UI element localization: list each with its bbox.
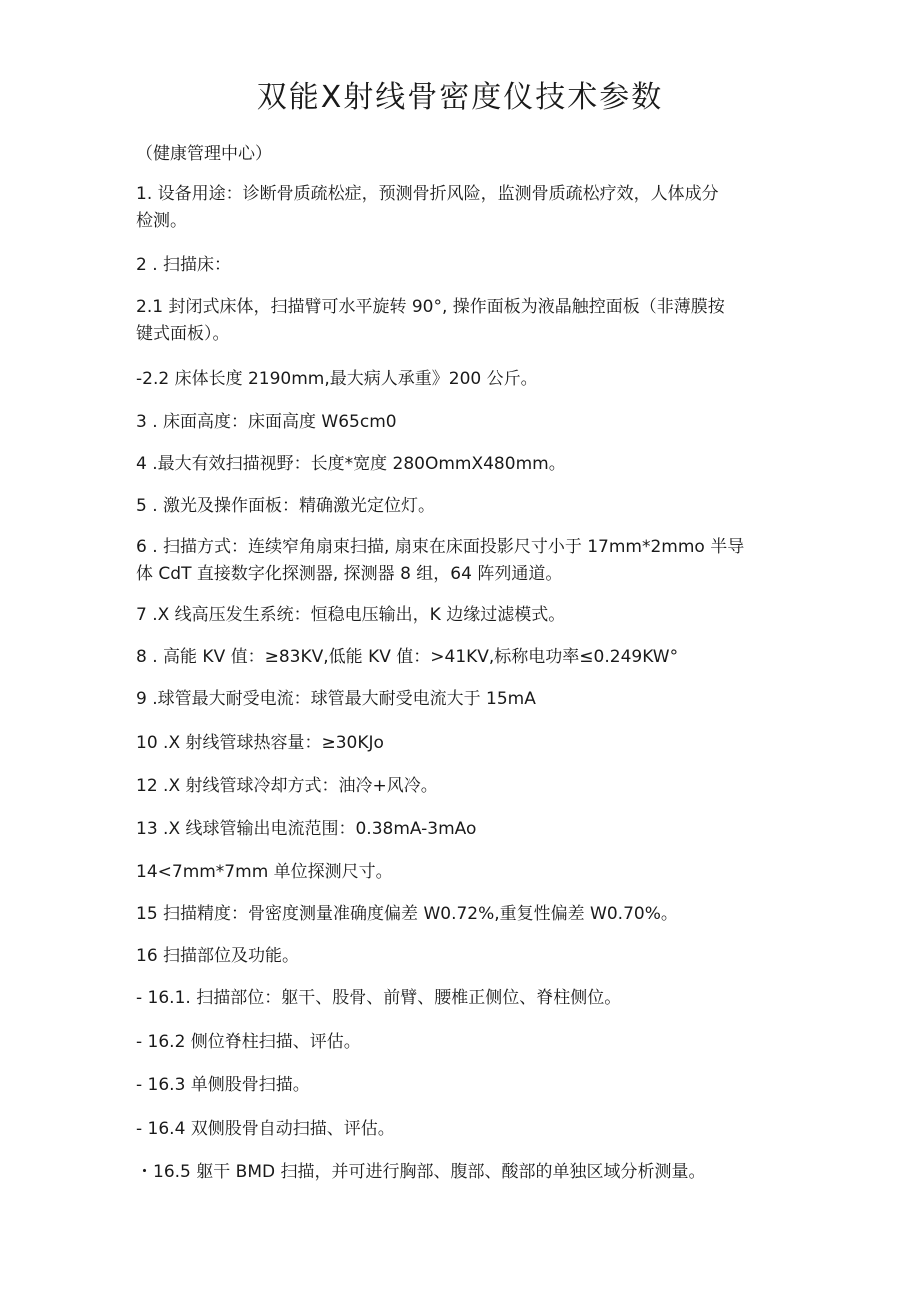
list-item: - 16.1. 扫描部位：躯干、股骨、前臂、腰椎正侧位、脊柱侧位。 [136,988,622,1008]
paragraph-line: 6 . 扫描方式：连续窄角扇束扫描, 扇束在床面投影尺寸小于 17mm*2mmo 半导 [136,537,745,557]
paragraph-line: 9 .球管最大耐受电流：球管最大耐受电流大于 15mA [136,689,536,709]
list-item: - 16.4 双侧股骨自动扫描、评估。 [136,1119,395,1139]
paragraph-line: 2 . 扫描床： [136,255,232,275]
paragraph-line: 5 . 激光及操作面板：精确激光定位灯。 [136,496,436,516]
paragraph-line: 体 CdT 直接数字化探测器, 探测器 8 组，64 阵列通道。 [136,564,563,584]
paragraph-line: 7 .X 线高压发生系统：恒稳电压输出，K 边缘过滤模式。 [136,605,566,625]
list-item: ・16.5 躯干 BMD 扫描，并可进行胸部、腹部、酸部的单独区域分析测量。 [136,1162,706,1182]
paragraph-line: 3 . 床面高度：床面高度 W65cm0 [136,412,397,432]
paragraph-line: 1. 设备用途：诊断骨质疏松症，预测骨折风险，监测骨质疏松疗效，人体成分 [136,184,719,204]
paragraph-line: 15 扫描精度：骨密度测量准确度偏差 W0.72%,重复性偏差 W0.70%。 [136,904,678,924]
paragraph-line: 4 .最大有效扫描视野：长度*宽度 280OmmX480mm。 [136,454,566,474]
paragraph-line: 13 .X 线球管输出电流范围：0.38mA-3mAo [136,819,477,839]
paragraph-line: 键式面板）。 [136,324,230,344]
document-subtitle: （健康管理中心） [136,144,272,164]
paragraph-line: 12 .X 射线管球冷却方式：油冷+风冷。 [136,776,438,796]
paragraph-line: 2.1 封闭式床体，扫描臂可水平旋转 90°, 操作面板为液晶触控面板（非薄膜按 [136,297,725,317]
paragraph-line: -2.2 床体长度 2190mm,最大病人承重》200 公斤。 [136,369,538,389]
document-title: 双能X射线骨密度仪技术参数 [256,80,664,115]
paragraph-line: 16 扫描部位及功能。 [136,946,300,966]
paragraph-line: 10 .X 射线管球热容量：≥30KJo [136,733,384,753]
paragraph-line: 14<7mm*7mm 单位探测尺寸。 [136,862,393,882]
list-item: - 16.2 侧位脊柱扫描、评估。 [136,1032,361,1052]
list-item: - 16.3 单侧股骨扫描。 [136,1075,310,1095]
paragraph-line: 检测。 [136,211,187,231]
paragraph-line: 8 . 高能 KV 值：≥83KV,低能 KV 值：>41KV,标称电功率≤0.249KW° [136,647,679,667]
